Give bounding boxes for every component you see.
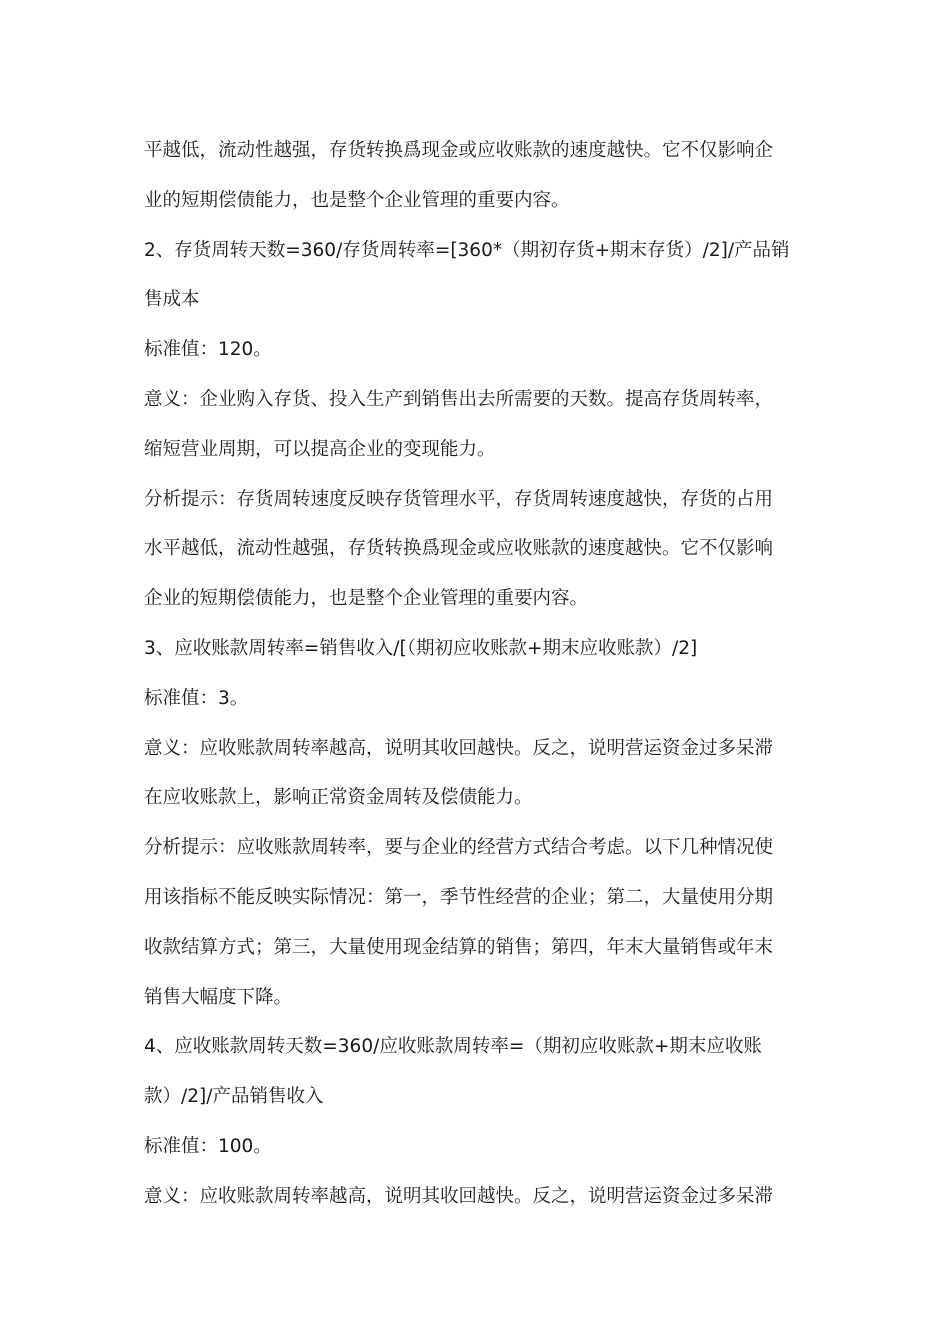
text-line: 意义：应收账款周转率越高，说明其收回越快。反之，说明营运资金过多呆滞 [144,1185,774,1207]
text-line: 意义：应收账款周转率越高，说明其收回越快。反之，说明营运资金过多呆滞 [144,737,774,759]
section-heading: 3、应收账款周转率=销售收入/[（期初应收账款+期末应收账款）/2] [144,637,698,659]
text-line: 售成本 [144,289,200,311]
text-line: 意义：企业购入存货、投入生产到销售出去所需要的天数。提高存货周转率， [144,388,774,410]
text-line: 业的短期偿债能力，也是整个企业管理的重要内容。 [144,189,570,211]
text-line: 平越低，流动性越强，存货转换爲现金或应收账款的速度越快。它不仅影响企 [144,140,774,161]
standard-value: 标准值：3。 [144,687,249,709]
document-body [144,126,814,1222]
text-line: 收款结算方式；第三，大量使用现金结算的销售；第四，年末大量销售或年末 [144,936,774,958]
section-heading: 2、存货周转天数=360/存货周转率=[360*（期初存货+期末存货）/2]/产品销 [144,239,790,261]
text-line: 分析提示：应收账款周转率，要与企业的经营方式结合考虑。以下几种情况使 [144,837,774,859]
standard-value: 标准值：120。 [144,339,272,361]
text-line: 在应收账款上，影响正常资金周转及偿债能力。 [144,787,533,809]
text-line: 企业的短期偿债能力，也是整个企业管理的重要内容。 [144,588,589,610]
text-line: 用该指标不能反映实际情况：第一，季节性经营的企业；第二，大量使用分期 [144,886,774,908]
text-line: 分析提示：存货周转速度反映存货管理水平，存货周转速度越快，存货的占用 [144,488,774,510]
text-line: 款）/2]/产品销售收入 [144,1086,324,1108]
text-line: 缩短营业周期，可以提高企业的变现能力。 [144,438,496,460]
standard-value: 标准值：100。 [144,1135,272,1157]
text-line: 销售大幅度下降。 [144,986,293,1008]
section-heading: 4、应收账款周转天数=360/应收账款周转率=（期初应收账款+期末应收账 [144,1036,762,1058]
text-line: 水平越低，流动性越强，存货转换爲现金或应收账款的速度越快。它不仅影响 [144,538,774,560]
